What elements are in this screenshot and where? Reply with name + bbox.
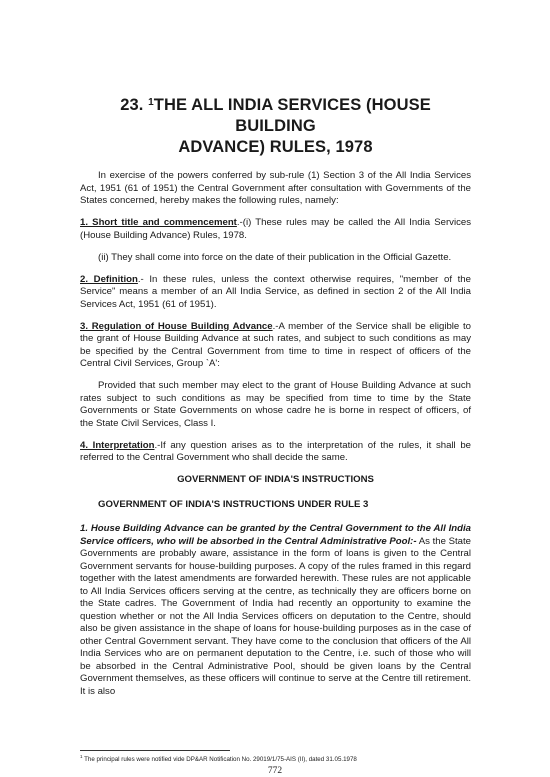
title-footnote-marker: 1 — [148, 97, 154, 108]
rule4-text: .-If any question arises as to the interpretation of the rules, it shall be referred to the Central Government who shall decide the same. — [80, 439, 472, 463]
title-line2: ADVANCE) RULES, 1978 — [178, 138, 373, 156]
rule2-paragraph — [80, 274, 471, 312]
rule1-paragraph — [80, 217, 471, 242]
rule3-heading: 3. Regulation of House Building Advance — [80, 320, 273, 332]
rule1-subclause: (ii) They shall come into force on the date of their publication in the Official Gazette. — [98, 251, 452, 263]
page-content — [80, 95, 471, 708]
rule4-heading: 4. Interpretation — [80, 439, 155, 451]
rule1-text: .-(i) These rules may be called the All India Services (House Building Advance) Rules, 1978. — [80, 217, 471, 241]
rule4-paragraph — [80, 440, 471, 465]
instruction1-paragraph — [80, 523, 471, 698]
instruction1-text: As the State Governments are probably aware, assistance in the form of loans is given to the Central Government servants for house-building purposes. A copy of the rules framed in this regard together with the latest amendments are forwarded herewith. These rules are not applicable to All India Services officers serving at the centre, as technically they are officers borne on the State cadres. The Government of India had recently an opportunity to examine the question whether or not the All India Services officers on deputation to the Centre, should also be given assistance in the shape of loans for house-building purposes as in the case of other Central Government servant. They have come to the conclusion that officers of the All India Services who are on permanent deputation to the Centre, i.e. such of those who will be absorbed in the Central Administrative Pool, should be given loans by the Central Government themselves, as these officers will continue to serve at the Centre till retirement. It is also — [80, 535, 471, 697]
instruction1-heading: 1. House Building Advance can be granted by the Central Government to the All India Service officers, who will be absorbed in the Central Administrative Pool:- — [80, 523, 471, 547]
rule2-heading: 2. Definition — [80, 273, 138, 285]
title-number: 23. — [120, 96, 149, 114]
rule3-proviso: Provided that such member may elect to the grant of House Building Advance at such rates subject to such conditions as may be specified from time to time by the State Governments or State Governments on whose cadre he is borne in respect of officers, of the State Civil Services, Class I. — [80, 380, 471, 429]
title-line1: THE ALL INDIA SERVICES (HOUSE BUILDING — [153, 96, 431, 135]
goi-instructions-rule3-heading: GOVERNMENT OF INDIA'S INSTRUCTIONS UNDER RULE 3 — [98, 499, 369, 510]
footnote — [80, 753, 471, 764]
rule2-text: .- In these rules, unless the context otherwise requires, "member of the Service" means a member of an All India Service, as defined in section 2 of the All India Services Act, 1951 (61 of 1951). — [80, 273, 471, 310]
goi-instructions-heading: GOVERNMENT OF INDIA'S INSTRUCTIONS — [177, 474, 374, 485]
footnote-divider — [80, 750, 230, 751]
rule3-text: .-A member of the Service shall be eligible to the grant of House Building Advance at such rates, and subject to such conditions as may be specified by the Central Government from time to time in respect of officers of the Central Civil Services, Group `A': — [80, 320, 471, 369]
preamble-paragraph: In exercise of the powers conferred by sub-rule (1) Section 3 of the All India Services Act, 1951 (61 of 1951) the Central Government after consultation with Governments of the States concerned, hereby makes the following rules, namely: — [80, 170, 471, 206]
page-number: 772 — [267, 766, 283, 776]
page-title — [80, 95, 471, 158]
rule3-paragraph — [80, 321, 471, 371]
rule1-heading: 1. Short title and commencement — [80, 217, 237, 228]
footnote-text: The principal rules were notified vide DP&AR Notification No. 29019/1/75-AIS (II), dated 31.05.1978 — [82, 756, 357, 764]
footnote-marker: 1 — [80, 754, 83, 759]
